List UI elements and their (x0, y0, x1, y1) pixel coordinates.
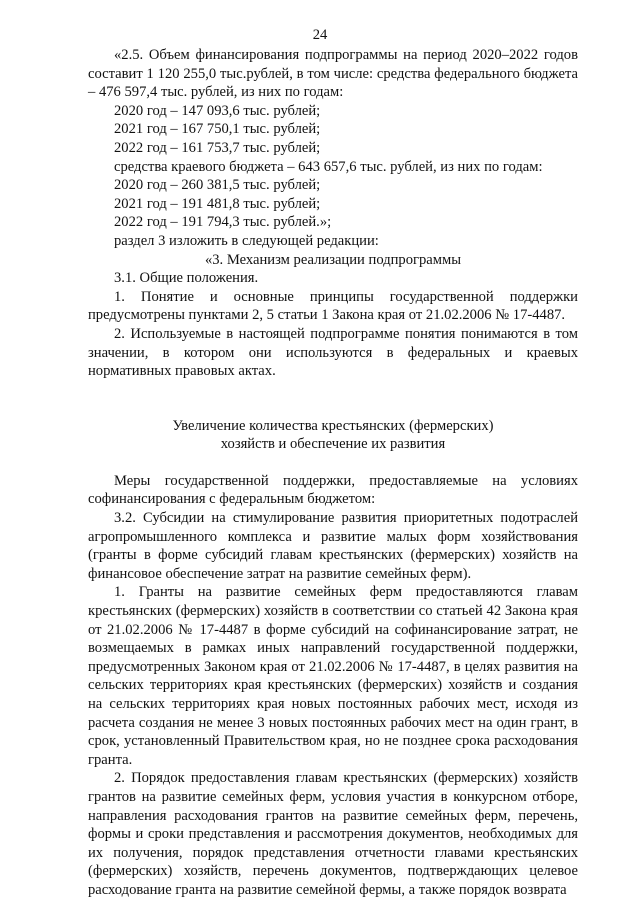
line-regional-budget: средства краевого бюджета – 643 657,6 тыс. рублей, из них по годам: (114, 158, 543, 175)
paragraph-grants-2: 2. Порядок предоставления главам крестьянских (фермерских) хозяйств грантов на развитие семейных ферм, условия участия в конкурсном отборе, направления расходования грантов на развитие семейных ферм, перечень, формы и сроки представления и рассмотрения документов, необходимых для их получения, порядок представления отчетности главами крестьянских (фермерских) хозяйств, перечень документов, подтверждающих целевое расходование гранта на развитие семейной фермы, а также порядок возврата (88, 770, 578, 898)
heading-line-2: хозяйств и обеспечение их развития (220, 436, 446, 453)
paragraph-financing: «2.5. Объем финансирования подпрограммы на период 2020–2022 годов составит 1 120 255,0 тыс.рублей, в том числе: средства федерального бюджета – 476 597,4 тыс. рублей, из них по годам: (88, 47, 578, 101)
paragraph-3-2: 3.2. Субсидии на стимулирование развития приоритетных подотраслей агропромышленного комплекса и развитие малых форм хозяйствования (гранты в форме субсидий главам крестьянских (фермерских) хозяйств на финансовое обеспечение затрат на развитие семейных ферм). (88, 510, 578, 582)
line-regional-2022: 2022 год – 191 794,3 тыс. рублей.»; (114, 214, 332, 231)
subsection-general: 3.1. Общие положения. (114, 270, 259, 287)
paragraph-item-2: 2. Используемые в настоящей подпрограмме понятия понимаются в том значении, в котором они используются в федеральных и краевых нормативных правовых актах. (88, 325, 578, 380)
page-number: 24 (312, 27, 328, 43)
line-regional-2021: 2021 год – 191 481,8 тыс. рублей; (114, 195, 321, 212)
section-title: «3. Механизм реализации подпрограммы (204, 251, 462, 268)
line-federal-2021: 2021 год – 167 750,1 тыс. рублей; (114, 121, 321, 138)
document-body (88, 46, 578, 900)
line-section3-edit: раздел 3 изложить в следующей редакции: (114, 232, 379, 249)
paragraph-grants-1: 1. Гранты на развитие семейных ферм предоставляются главам крестьянских (фермерских) хозяйств в соответствии со статьей 42 Закона края от 21.02.2006 № 17-4487 в форме субсидий на софинансирование затрат, не возмещаемых в рамках иных направлений государственной поддержки, предусмотренных Законом края от 21.02.2006 № 17-4487, в целях развития на сельских территориях края крестьянских (фермерских) хозяйств и создания на сельских территориях края новых постоянных рабочих мест, исходя из расчета создания не менее 3 новых постоянных рабочих мест на один грант, в срок, установленный Правительством края, но не позднее срока расходования гранта. (88, 584, 578, 768)
heading-line-1: Увеличение количества крестьянских (фермерских) (172, 417, 494, 434)
paragraph-item-1: 1. Понятие и основные принципы государственной поддержки предусмотрены пунктами 2, 5 статьи 1 Закона края от 21.02.2006 № 17-4487. (88, 288, 578, 324)
line-federal-2022: 2022 год – 161 753,7 тыс. рублей; (114, 139, 321, 156)
line-regional-2020: 2020 год – 260 381,5 тыс. рублей; (114, 177, 321, 194)
paragraph-measures: Меры государственной поддержки, предоставляемые на условиях софинансирования с федеральным бюджетом: (88, 472, 578, 508)
line-federal-2020: 2020 год – 147 093,6 тыс. рублей; (114, 102, 321, 119)
